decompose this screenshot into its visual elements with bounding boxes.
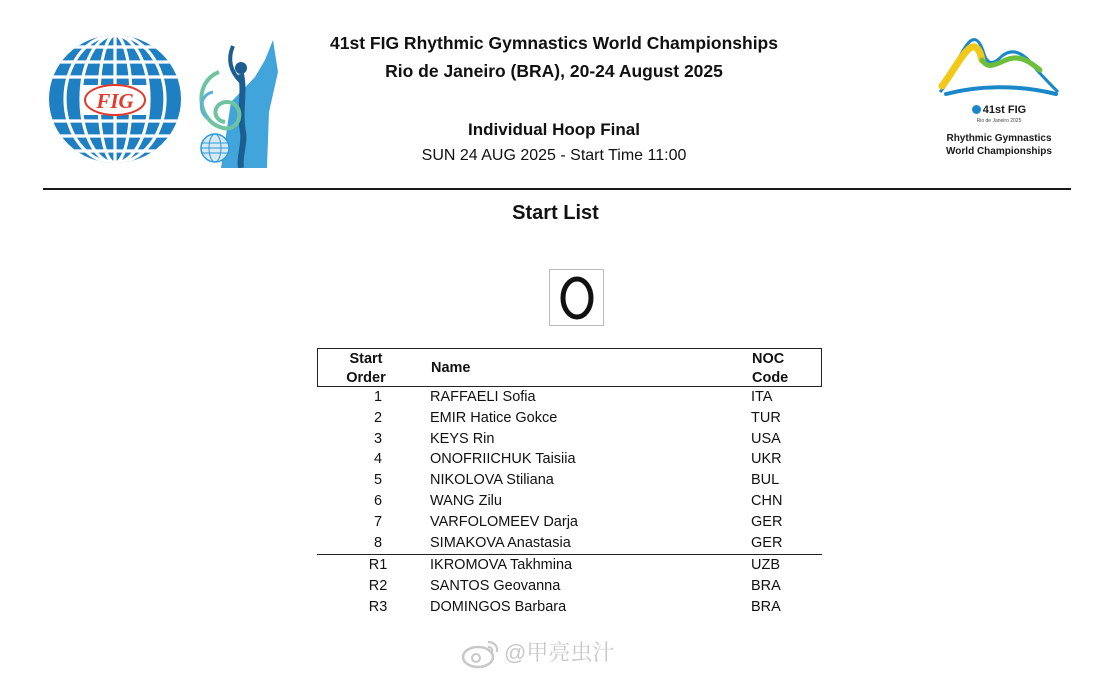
- table-header: [317, 348, 822, 387]
- noc-code-cell: TUR: [751, 409, 781, 426]
- table-row: [317, 387, 822, 408]
- start-list-table: [317, 348, 822, 618]
- athlete-name-cell: SIMAKOVA Anastasia: [430, 534, 571, 551]
- athlete-name-cell: WANG Zilu: [430, 492, 502, 509]
- noc-code-cell: UKR: [751, 451, 782, 468]
- start-order-cell: 2: [373, 409, 383, 426]
- noc-code-cell: USA: [751, 430, 781, 447]
- col-noc-line1: NOC: [752, 351, 785, 367]
- weibo-icon: [460, 636, 500, 670]
- start-order-cell: 6: [373, 492, 383, 509]
- noc-code-cell: BUL: [751, 472, 780, 489]
- event-title: Individual Hoop Final: [468, 120, 640, 139]
- col-start-order-line2: Order: [346, 370, 386, 386]
- championship-location: Rio de Janeiro (BRA), 20-24 August 2025: [385, 61, 723, 81]
- start-order-cell: 5: [373, 472, 383, 489]
- rio-logo-line1: Rhythmic Gymnastics: [946, 133, 1052, 144]
- noc-code-cell: GER: [751, 534, 783, 551]
- svg-text:FIG: FIG: [96, 89, 134, 113]
- start-order-cell: 4: [373, 451, 383, 468]
- start-order-cell: 8: [373, 534, 383, 551]
- start-order-cell: R1: [368, 557, 388, 574]
- col-start-order-line1: Start: [349, 351, 383, 367]
- athlete-rows: [317, 387, 822, 553]
- table-row: [317, 429, 822, 450]
- start-order-cell: 3: [373, 430, 383, 447]
- table-row: [317, 533, 822, 554]
- athlete-name-cell: IKROMOVA Takhmina: [430, 557, 573, 574]
- athlete-name-cell: EMIR Hatice Gokce: [430, 409, 558, 426]
- start-order-cell: R2: [368, 578, 388, 595]
- rio-championship-logo: [936, 34, 1062, 166]
- noc-code-cell: ITA: [751, 389, 773, 405]
- rio-logo-badge: 41st FIG: [982, 104, 1027, 116]
- fig-globe-logo: [46, 32, 184, 166]
- header-divider: [43, 188, 1071, 190]
- start-order-cell: 7: [373, 513, 383, 530]
- athlete-name-cell: DOMINGOS Barbara: [430, 598, 567, 615]
- noc-code-cell: UZB: [751, 557, 780, 574]
- table-row: [317, 449, 822, 470]
- athlete-name-cell: SANTOS Geovanna: [430, 578, 561, 595]
- rio-logo-sub: Rio de Janeiro 2025: [976, 118, 1022, 124]
- start-order-cell: 1: [373, 389, 383, 405]
- table-row: [317, 512, 822, 533]
- athlete-name-cell: NIKOLOVA Stiliana: [430, 472, 554, 489]
- start-order-cell: R3: [368, 598, 388, 615]
- athlete-name-cell: VARFOLOMEEV Darja: [430, 513, 578, 530]
- athlete-name-cell: KEYS Rin: [430, 430, 495, 447]
- championship-title: 41st FIG Rhythmic Gymnastics World Championships: [330, 33, 778, 53]
- rio-logo-line2: World Championships: [946, 146, 1052, 157]
- reserve-rows: [317, 555, 822, 617]
- noc-code-cell: GER: [751, 513, 783, 530]
- section-title: Start List: [512, 202, 599, 224]
- table-row: [317, 408, 822, 429]
- noc-code-cell: BRA: [751, 578, 781, 595]
- noc-code-cell: CHN: [751, 492, 783, 509]
- athlete-name-cell: RAFFAELI Sofia: [430, 389, 536, 405]
- col-name: Name: [431, 360, 471, 376]
- hoop-icon: [549, 269, 604, 326]
- table-row: [317, 491, 822, 512]
- table-row: [317, 597, 822, 618]
- noc-code-cell: BRA: [751, 598, 781, 615]
- table-row: [317, 576, 822, 597]
- watermark-text: @甲亮虫汁: [504, 640, 615, 665]
- col-noc-line2: Code: [752, 370, 789, 386]
- table-row: [317, 470, 822, 491]
- rhythmic-gymnast-logo: [183, 32, 283, 168]
- athlete-name-cell: ONOFRIICHUK Taisiia: [430, 451, 576, 468]
- table-row: [317, 555, 822, 576]
- watermark: [460, 636, 650, 670]
- event-datetime: SUN 24 AUG 2025 - Start Time 11:00: [421, 147, 687, 164]
